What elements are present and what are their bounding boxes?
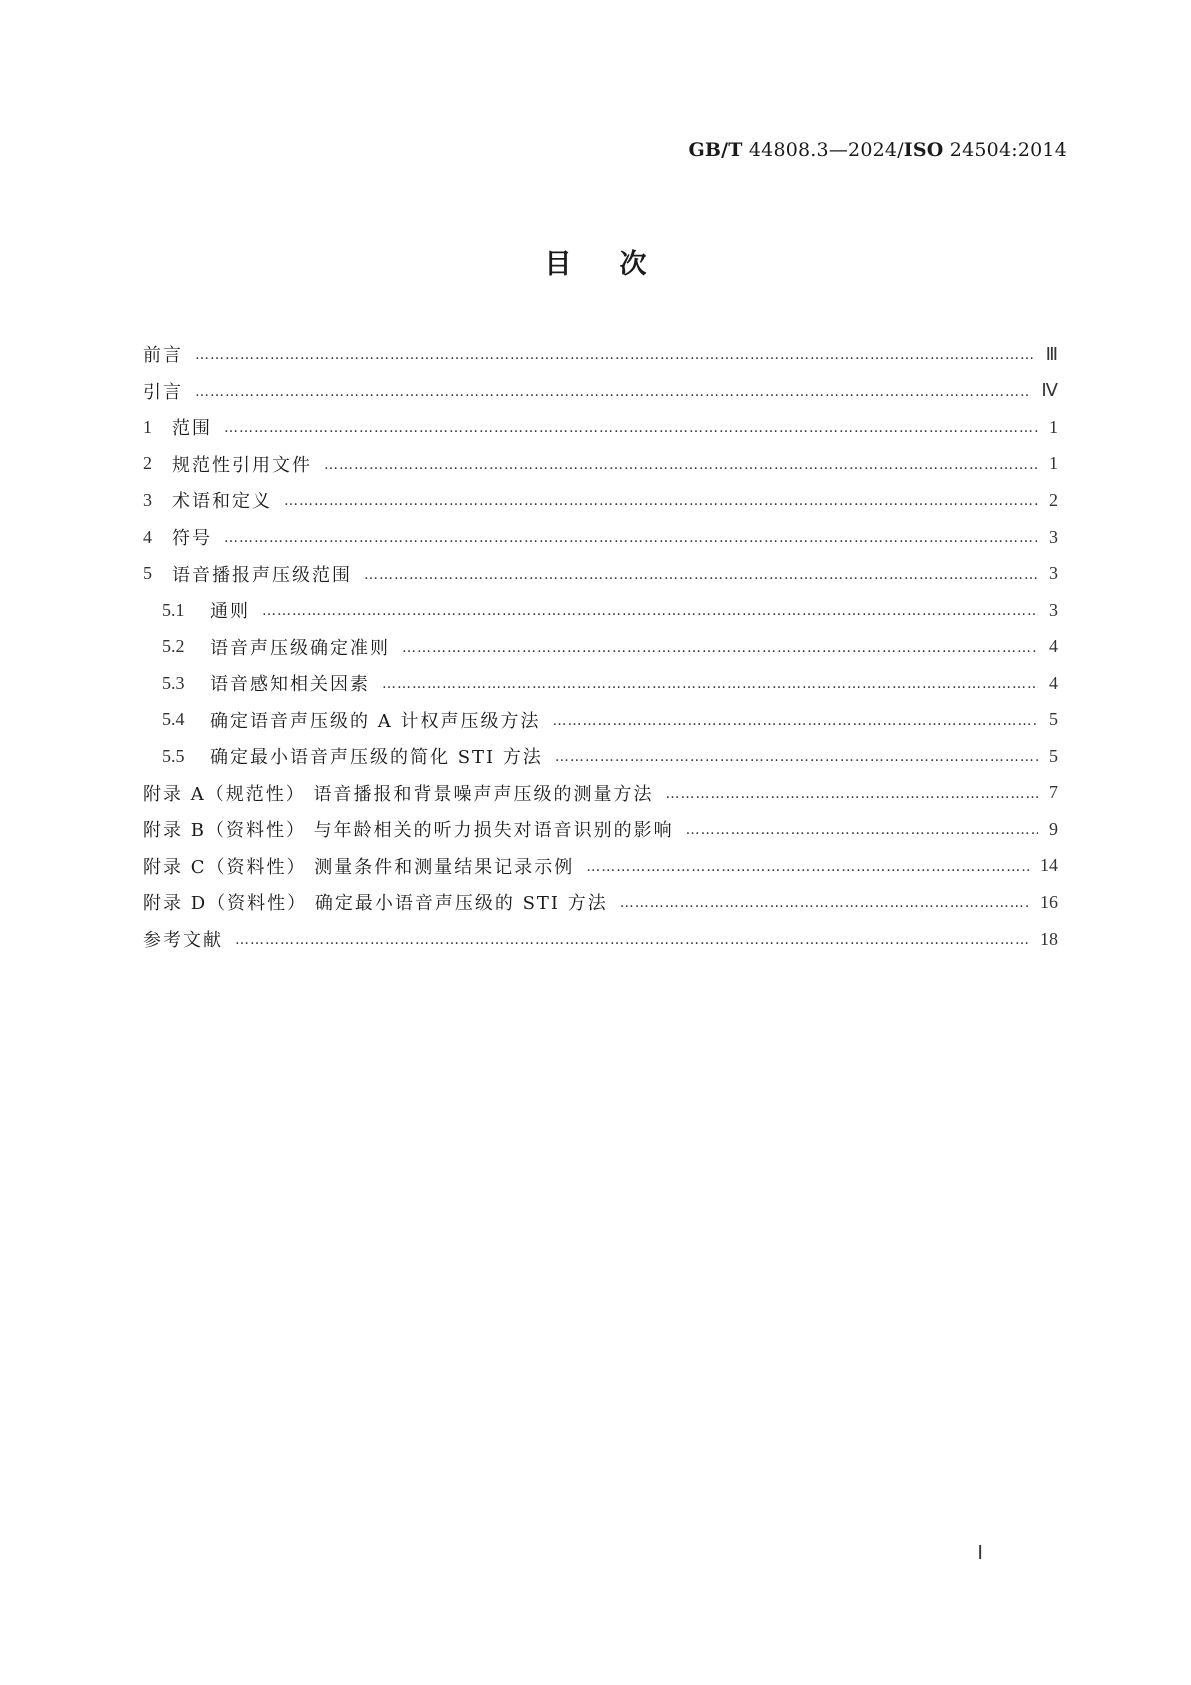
toc-page-number: 1: [1049, 416, 1058, 437]
toc-entry-number: 2: [143, 453, 152, 474]
toc-entry-label: 参考文献: [143, 930, 223, 952]
toc-page-number: Ⅳ: [1041, 380, 1058, 401]
toc-page-number: 14: [1040, 855, 1058, 876]
toc-entry-label: 附录 D（资料性） 确定最小语音声压级的 STI 方法: [143, 893, 608, 915]
toc-page-number: 3: [1049, 599, 1058, 620]
toc-dot-leader: [262, 603, 1038, 619]
toc-entry-number: 1: [143, 416, 152, 437]
toc-entry-5[interactable]: [143, 555, 1058, 592]
toc-entry-2[interactable]: [143, 446, 1058, 483]
toc-entry-5-5[interactable]: [143, 738, 1058, 775]
toc-entry-introduction[interactable]: [143, 373, 1058, 410]
toc-entry-label: 语音播报声压级范围: [172, 564, 352, 586]
toc-page-number: 3: [1049, 563, 1058, 584]
toc-dot-leader: [402, 640, 1038, 656]
toc-page-number: 5: [1049, 709, 1058, 730]
toc-dot-leader: [195, 347, 1036, 363]
toc-entry-label: 术语和定义: [172, 491, 272, 513]
toc-entry-annex-c[interactable]: [143, 848, 1058, 885]
document-code: [688, 139, 1067, 161]
toc-entry-label: 前言: [143, 345, 183, 367]
toc-entry-label: 确定最小语音声压级的简化 STI 方法: [210, 747, 543, 769]
toc-entry-4[interactable]: [143, 519, 1058, 556]
toc-dot-leader: [224, 420, 1038, 436]
toc-dot-leader: [686, 822, 1038, 838]
doc-code-iso-number: 24504:2014: [943, 139, 1067, 161]
doc-code-prefix: GB/T: [688, 139, 743, 161]
toc-page-number: 16: [1040, 891, 1058, 912]
toc-entry-label: 规范性引用文件: [172, 454, 312, 476]
toc-page-number: 9: [1049, 818, 1058, 839]
toc-dot-leader: [382, 676, 1038, 692]
toc-dot-leader: [620, 895, 1030, 911]
toc-dot-leader: [284, 493, 1038, 509]
toc-dot-leader: [235, 932, 1030, 948]
toc-entry-5-1[interactable]: [143, 592, 1058, 629]
page-number: Ⅰ: [977, 1543, 983, 1564]
toc-page-number: 4: [1049, 672, 1058, 693]
toc-entry-5-3[interactable]: [143, 665, 1058, 702]
toc-dot-leader: [195, 384, 1031, 400]
toc-entry-bibliography[interactable]: [143, 921, 1058, 958]
toc-entry-label: 附录 C（资料性） 测量条件和测量结果记录示例: [143, 856, 575, 878]
table-of-contents: [143, 336, 1058, 957]
toc-entry-1[interactable]: [143, 409, 1058, 446]
toc-entry-annex-a[interactable]: [143, 775, 1058, 812]
toc-entry-annex-b[interactable]: [143, 811, 1058, 848]
toc-entry-5-4[interactable]: [143, 701, 1058, 738]
toc-entry-5-2[interactable]: [143, 628, 1058, 665]
toc-entry-number: 5.3: [162, 672, 185, 693]
toc-page-number: 4: [1049, 636, 1058, 657]
toc-dot-leader: [586, 859, 1030, 875]
toc-page-number: 5: [1049, 745, 1058, 766]
toc-page-number: 18: [1040, 928, 1058, 949]
toc-entry-label: 附录 B（资料性） 与年龄相关的听力损失对语音识别的影响: [143, 820, 674, 842]
toc-entry-number: 4: [143, 526, 152, 547]
toc-entry-label: 语音感知相关因素: [210, 674, 370, 696]
toc-entry-foreword[interactable]: [143, 336, 1058, 373]
toc-dot-leader: [364, 567, 1038, 583]
toc-page-number: 3: [1049, 526, 1058, 547]
toc-entry-label: 确定语音声压级的 A 计权声压级方法: [210, 710, 541, 732]
toc-entry-label: 引言: [143, 381, 183, 403]
toc-page-number: 1: [1049, 453, 1058, 474]
toc-page-number: 7: [1049, 782, 1058, 803]
toc-entry-label: 附录 A（规范性） 语音播报和背景噪声声压级的测量方法: [143, 783, 654, 805]
toc-entry-number: 5: [143, 563, 152, 584]
toc-entry-number: 5.2: [162, 636, 185, 657]
toc-entry-annex-d[interactable]: [143, 884, 1058, 921]
toc-dot-leader: [552, 713, 1038, 729]
toc-entry-label: 范围: [172, 418, 212, 440]
toc-entry-number: 5.5: [162, 745, 185, 766]
toc-entry-number: 5.4: [162, 709, 185, 730]
toc-dot-leader: [324, 457, 1038, 473]
toc-entry-3[interactable]: [143, 482, 1058, 519]
doc-code-number: 44808.3—2024/: [742, 139, 904, 161]
toc-entry-label: 语音声压级确定准则: [210, 637, 390, 659]
page-title: 目次: [544, 249, 695, 280]
toc-entry-number: 3: [143, 489, 152, 510]
toc-dot-leader: [224, 530, 1038, 546]
toc-dot-leader: [665, 786, 1038, 802]
toc-entry-number: 5.1: [162, 599, 185, 620]
toc-entry-label: 符号: [172, 528, 212, 549]
toc-page-number: Ⅲ: [1045, 343, 1058, 364]
toc-dot-leader: [555, 749, 1038, 765]
doc-code-iso: ISO: [903, 139, 944, 161]
toc-page-number: 2: [1049, 489, 1058, 510]
toc-entry-label: 通则: [210, 601, 250, 623]
